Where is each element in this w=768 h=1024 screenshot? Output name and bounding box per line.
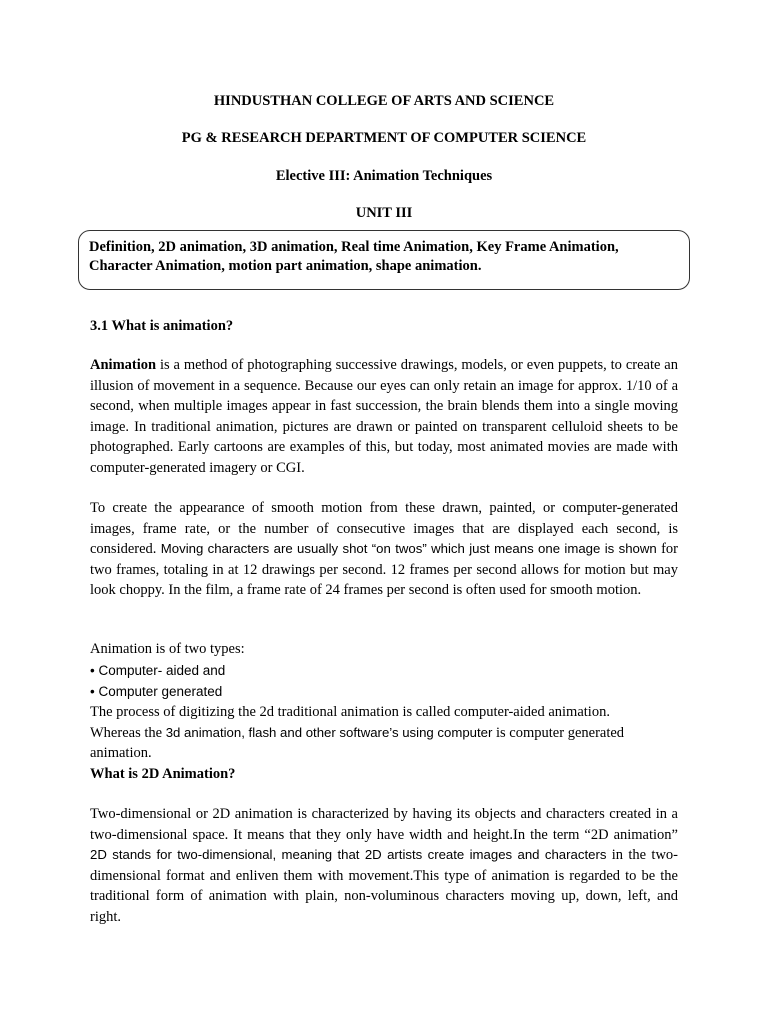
types-item-computer-aided: • Computer- aided and [90,663,226,678]
types-line-3: animation. [90,745,152,761]
types-intro: Animation is of two types: [90,641,245,657]
department-name: PG & RESEARCH DEPARTMENT OF COMPUTER SCIENCE [181,130,587,146]
scope-line-2: Character Animation, motion part animation, shape animation. [89,258,482,274]
college-name: HINDUSTHAN COLLEGE OF ARTS AND SCIENCE [213,93,555,109]
elective-title: Elective III: Animation Techniques [275,168,493,184]
unit-title: UNIT III [355,205,413,221]
types-line-2: Whereas the 3d animation, flash and other software’s using computer is computer generated [90,725,625,741]
term-animation: Animation [90,357,157,373]
paragraph-frame-rate: To create the appearance of smooth motion from these drawn, painted, or computer-generated images, frame rate, or the number of consecutive images that are displayed each second, is considered. Moving characters are usually shot “on twos” which just means one image is shown for two frames, totaling in at 12 drawings per second. 12 frames per second allows for motion but may look choppy. In the film, a frame rate of 24 frames per second is often used for smooth motion. [90,500,678,599]
types-line-1: The process of digitizing the 2d traditional animation is called computer-aided animation. [90,704,610,720]
section-heading-2d-animation: What is 2D Animation? [90,766,236,782]
paragraph-2d-animation: Two-dimensional or 2D animation is characterized by having its objects and characters created in a two-dimensional space. It means that they only have width and height.In the term “2D animation” 2D stands for two-dimensional, meaning that 2D artists create images and characters in the two-dimensional format and enliven them with movement.This type of animation is regarded to be the traditional form of animation with plain, non-voluminous characters moving up, down, left, and right. [90,806,678,925]
scope-line-1: Definition, 2D animation, 3D animation, Real time Animation, Key Frame Animation, [89,239,619,255]
section-heading-what-is-animation: 3.1 What is animation? [90,318,234,334]
paragraph-animation-definition: Animation is a method of photographing successive drawings, models, or even puppets, to create an illusion of movement in a sequence. Because our eyes can only retain an image for approx. 1/10 of a second, when multiple images appear in fast succession, the brain blends them into a single moving image. In traditional animation, pictures are drawn or painted on transparent celluloid sheets to be photographed. Early cartoons are examples of this, but today, most animated movies are made with computer-generated imagery or CGI. [90,357,678,476]
types-item-computer-generated: • Computer generated [90,684,223,699]
